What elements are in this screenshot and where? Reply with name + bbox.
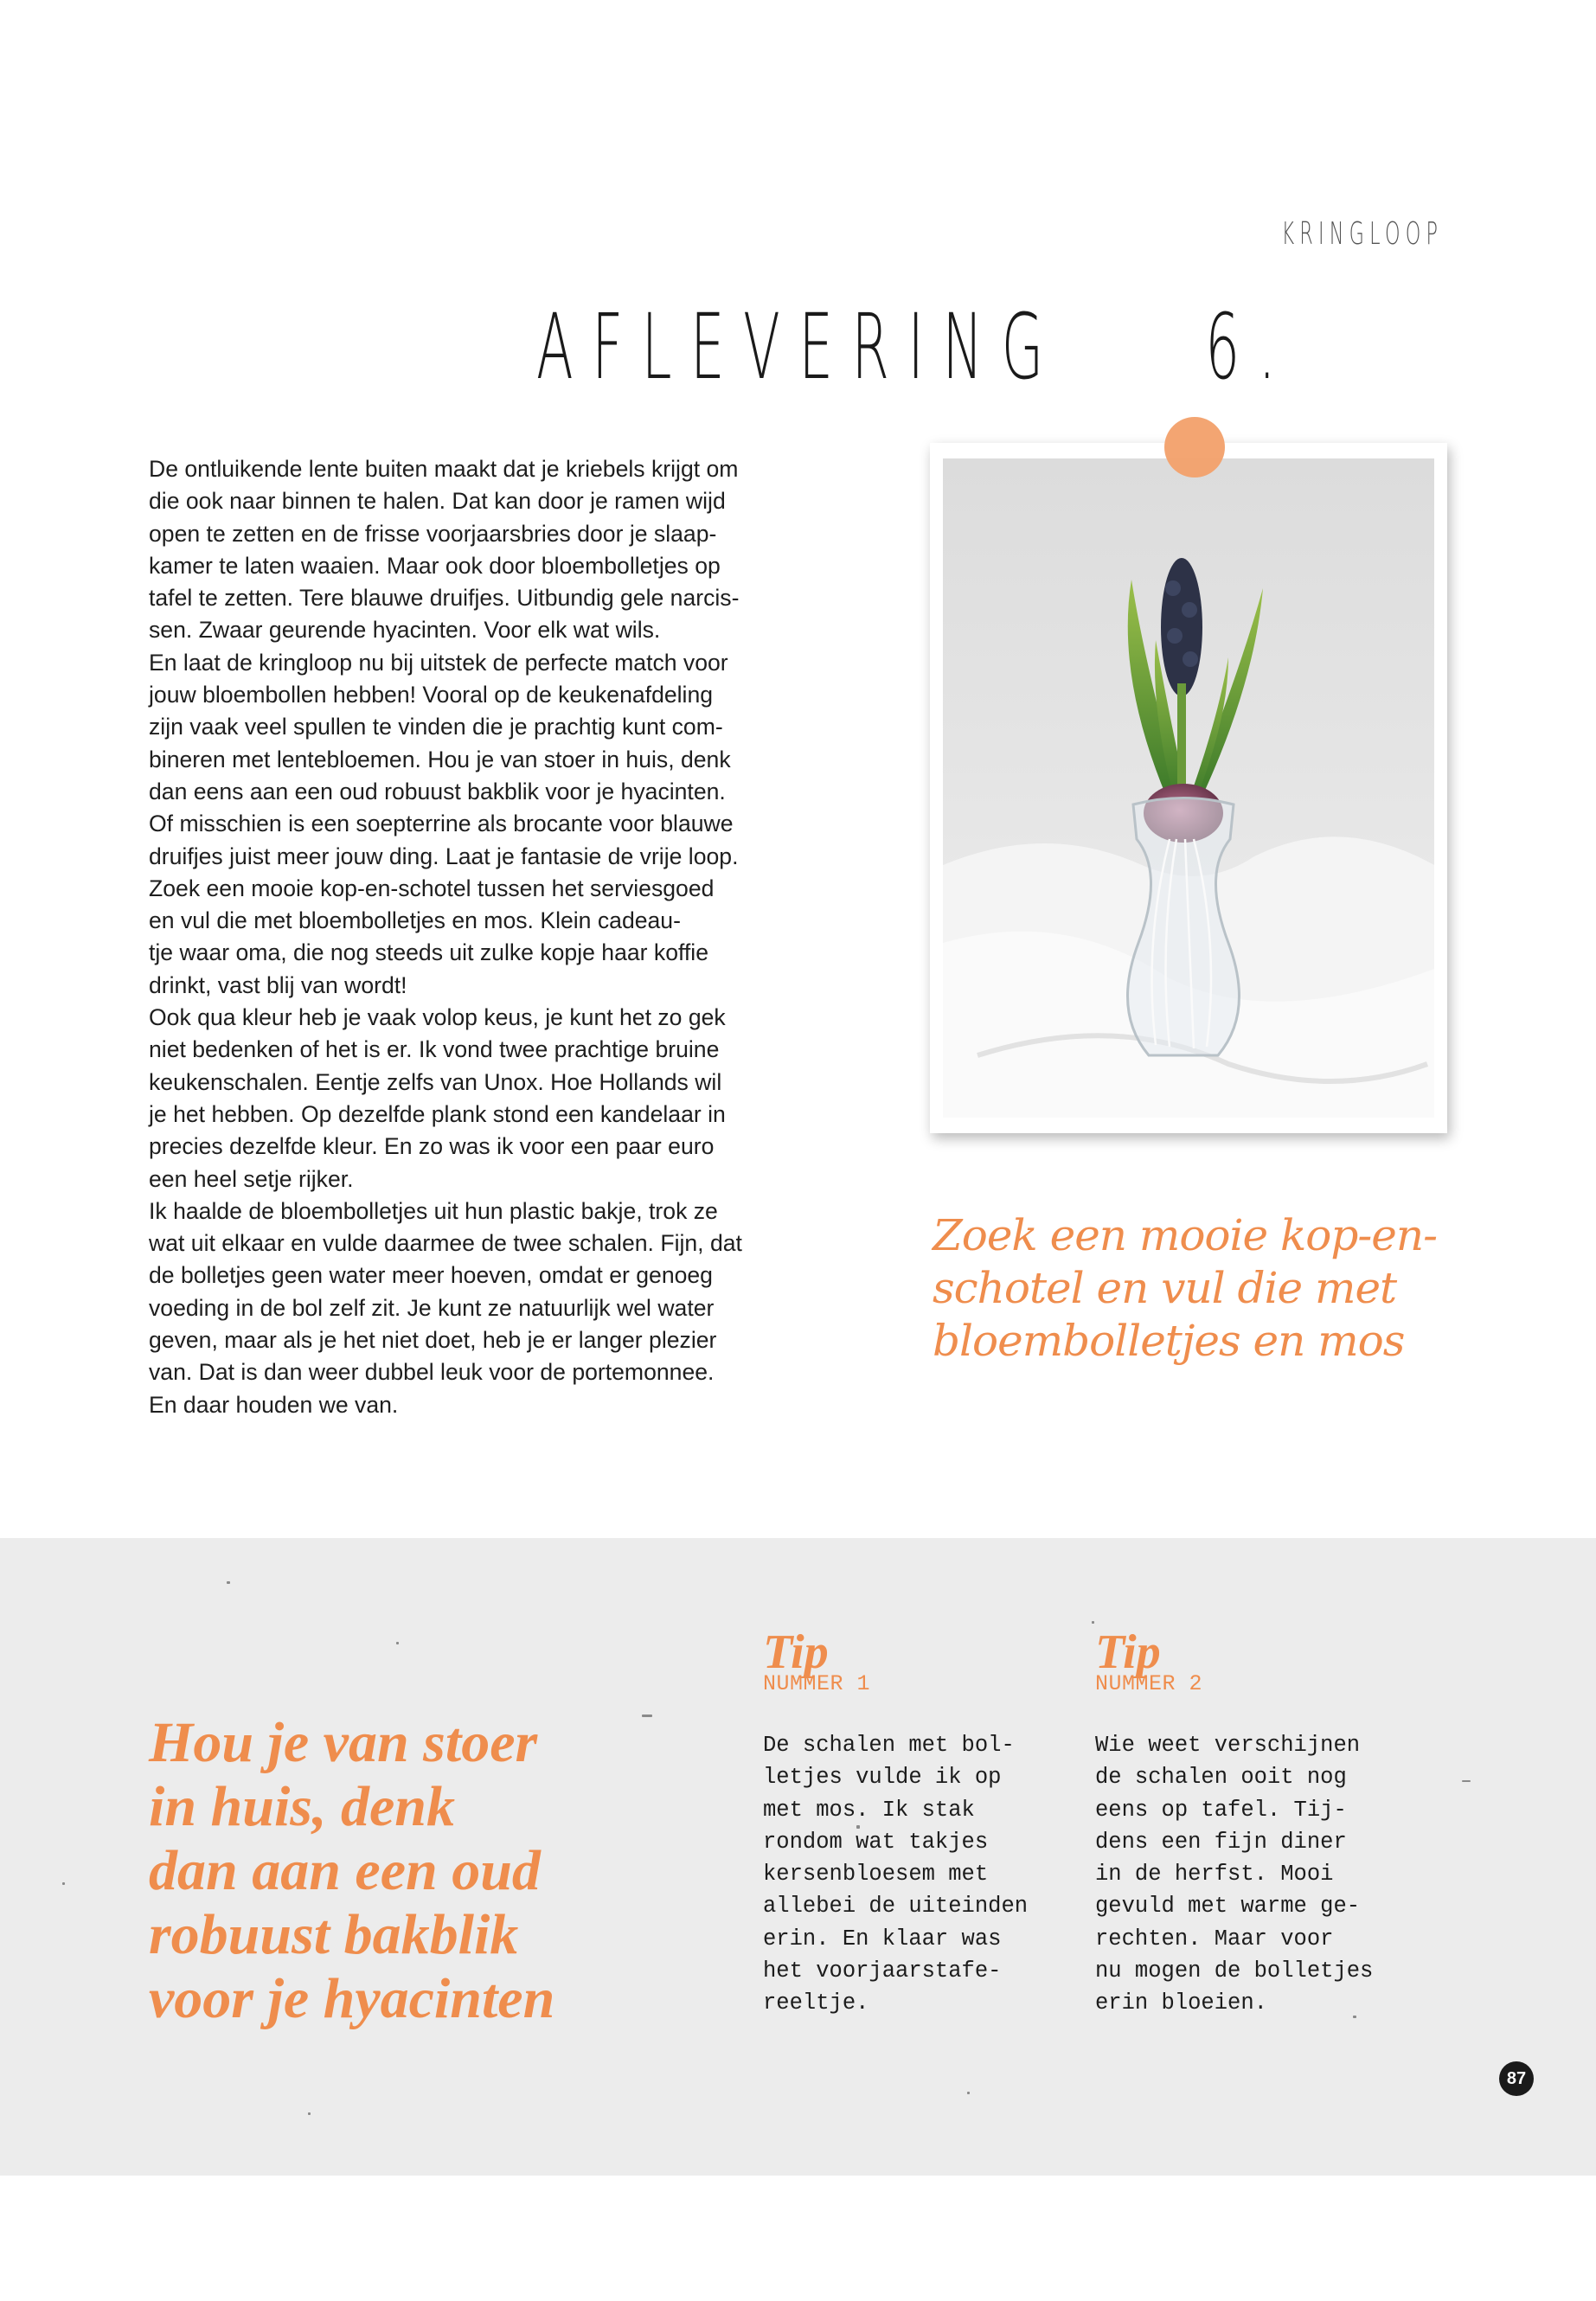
tip-1 [763, 1625, 1074, 2020]
tip-number: NUMMER 1 [763, 1671, 871, 1696]
paper-speck [642, 1715, 652, 1717]
paper-speck [308, 2112, 311, 2115]
page-number: 87 [1499, 2061, 1534, 2096]
photo-frame [930, 443, 1447, 1133]
pushpin-dot [1164, 417, 1225, 478]
article-body [149, 453, 789, 1421]
paper-speck [967, 2092, 970, 2094]
pull-quote: Zoek een mooie kop-en- schotel en vul die met bloembolletjes en mos [933, 1210, 1437, 1366]
tip-text: De schalen met bol- letjes vulde ik op met mos. Ik stak rondom wat takjes kersenbloesem met allebei de uiteinden erin. En klaar was het voorjaarstafe- reeltje. [763, 1733, 1029, 2016]
tip-2 [1095, 1625, 1407, 2020]
article-paragraph: En laat de kringloop nu bij uitstek de perfecte match voor jouw bloembollen hebben! Vooral op de keukenafdeling zijn vaak veel spullen te vinden die je prachtig kunt com- bineren met lentebloemen. Hou je van stoer in huis, denk dan eens aan een oud robuust bakblik voor je hyacinten. Of misschien is een soepterrine als brocante voor blauwe druifjes juist meer jouw ding. Laat je fantasie de vrije loop. Zoek een mooie kop-en-schotel tussen het serviesgoed en vul die met bloembolletjes en mos. Klein cadeau- tje waar oma, die nog steeds uit zulke kopje haar koffie drinkt, vast blij van wordt! [149, 649, 739, 998]
paper-speck [1092, 1621, 1094, 1624]
feature-quote: Hou je van stoer in huis, denk dan aan een oud robuust bakblik voor je hyacinten [149, 1711, 555, 2030]
paper-speck [227, 1581, 230, 1584]
tip-text: Wie weet verschijnen de schalen ooit nog eens op tafel. Tij- dens een fijn diner in de herfst. Mooi gevuld met warme ge- rechten. Maar voor nu mogen de bolletjes erin bloeien. [1095, 1733, 1374, 2016]
section-label: KRINGLOOP [1281, 216, 1443, 252]
paper-speck [396, 1642, 399, 1644]
paper-speck [62, 1882, 65, 1885]
tip-heading: Tip [763, 1625, 829, 1679]
article-paragraph: Ik haalde de bloembolletjes uit hun plastic bakje, trok ze wat uit elkaar en vulde daarmee de twee schalen. Fijn, dat de bolletjes geen water meer hoeven, omdat er genoeg voeding in de bol zelf zit. Je kunt ze natuurlijk wel water geven, maar als je het niet doet, heb je er langer plezier van. Dat is dan weer dubbel leuk voor de portemonnee. En daar houden we van. [149, 1197, 742, 1418]
page-title: AFLEVERING 6. [536, 294, 1295, 400]
article-paragraph: De ontluikende lente buiten maakt dat je kriebels krijgt om die ook naar binnen te halen. Dat kan door je ramen wijd open te zetten en de frisse voorjaarsbries door je slaap- kamer te laten waaien. Maar ook door bloembolletjes op tafel te zetten. Tere blauwe druifjes. Uitbundig gele narcis- sen. Zwaar geurende hyacinten. Voor elk wat wils. [149, 456, 740, 644]
paper-speck [1462, 1780, 1471, 1782]
hyacinth-photo [943, 458, 1434, 1118]
tip-number: NUMMER 2 [1095, 1671, 1203, 1696]
article-paragraph: Ook qua kleur heb je vaak volop keus, je kunt het zo gek niet bedenken of het is er. Ik vond twee prachtige bruine keukenschalen. Eentje zelfs van Unox. Hoe Hollands wil je het hebben. Op dezelfde plank stond een kandelaar in precies dezelfde kleur. En zo was ik voor een paar euro een heel setje rijker. [149, 1004, 726, 1192]
tip-heading: Tip [1095, 1625, 1161, 1679]
